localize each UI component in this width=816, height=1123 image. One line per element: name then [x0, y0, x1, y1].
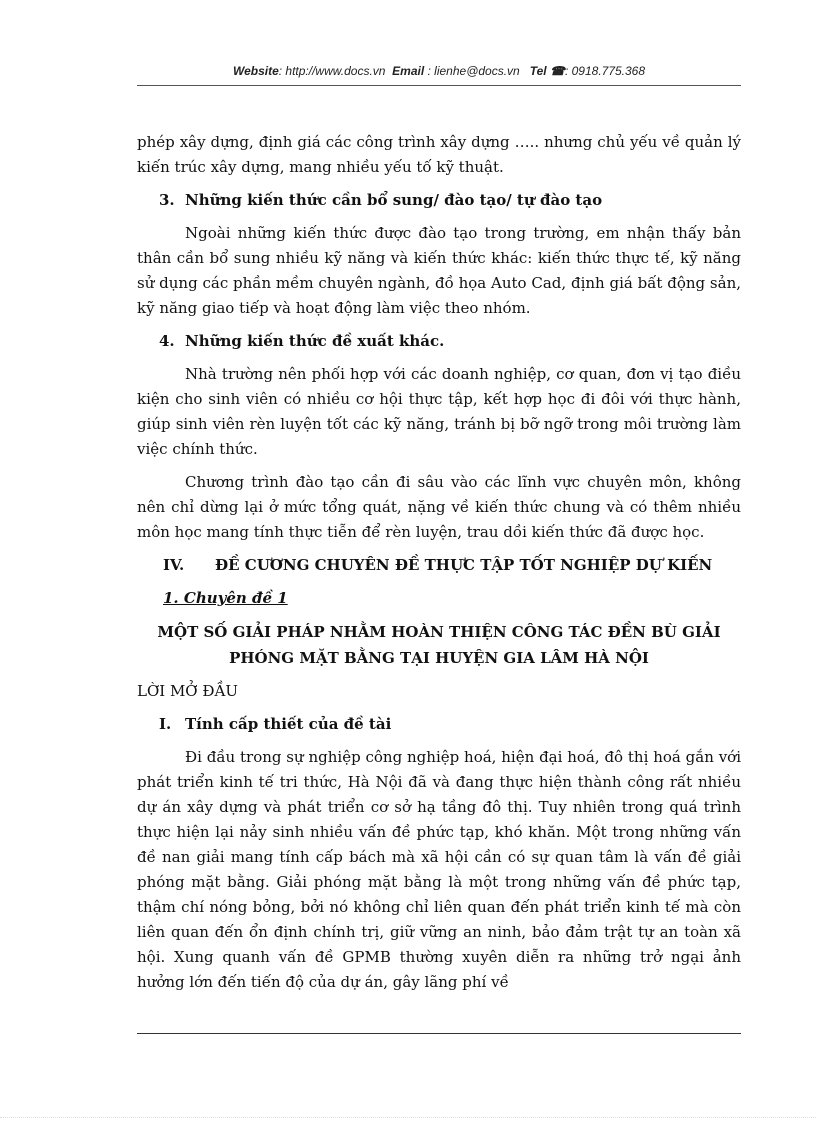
heading-text: ĐỀ CƯƠNG CHUYÊN ĐỀ THỰC TẬP TỐT NGHIỆP DỰ KIẾN: [215, 556, 713, 574]
heading-section-i: [137, 712, 741, 737]
paragraph-section-i: Đi đầu trong sự nghiệp công nghiệp hoá, hiện đại hoá, đô thị hoá gắn với phát triển kinh tế tri thức, Hà Nội đã và đang thực hiện thành công rất nhiều dự án xây dựng và phát triển cơ sở hạ tầng đô thị. Tuy nhiên trong quá trình thực hiện lại nảy sinh nhiều vấn đề phức tạp, khó khăn. Một trong những vấn đề nan giải mang tính cấp bách mà xã hội cần có sự quan tâm là vấn đề giải phóng mặt bằng. Giải phóng mặt bằng là một trong những vấn đề phức tạp, thậm chí nóng bỏng, bởi nó không chỉ liên quan đến phát triển kinh tế mà còn liên quan đến ổn định chính trị, giữ vững an ninh, bảo đảm trật tự an toàn xã hội. Xung quanh vấn đề GPMB thường xuyên diễn ra những trở ngại ảnh hưởng lớn đến tiến độ của dự án, gây lãng phí về: [137, 748, 741, 991]
heading-section-iv: [137, 553, 741, 578]
heading-number: 3.: [159, 191, 175, 209]
heading-number: 4.: [159, 332, 175, 350]
footer-rule: [137, 1033, 741, 1034]
paragraph-section-4-a: Nhà trường nên phối hợp với các doanh nghiệp, cơ quan, đơn vị tạo điều kiện cho sinh viên có nhiều cơ hội thực tập, kết hợp học đi đôi với thực hành, giúp sinh viên rèn luyện tốt các kỹ năng, tránh bị bỡ ngỡ trong môi trường làm việc chính thức.: [137, 365, 741, 458]
website-value: : http://www.docs.vn: [278, 64, 386, 78]
topic-title: [137, 619, 741, 671]
tel-value: : 0918.775.368: [564, 64, 646, 78]
phone-icon: ☎: [550, 64, 565, 78]
page-content: [137, 130, 741, 1003]
paragraph-section-4-b: Chương trình đào tạo cần đi sâu vào các lĩnh vực chuyên môn, không nên chỉ dừng lại ở mức tổng quát, nặng về kiến thức chung và có thêm nhiều môn học mang tính thực tiễn để rèn luyện, trau dồi kiến thức đã được học.: [137, 473, 741, 541]
heading-number: I.: [159, 715, 172, 733]
heading-section-4: [137, 329, 741, 354]
email-value: : lienhe@docs.vn: [427, 64, 520, 78]
heading-number: IV.: [163, 556, 185, 574]
website-label: Website: [232, 64, 279, 78]
header-rule: [137, 85, 741, 86]
email-label: Email: [392, 64, 425, 78]
topic-title-line-2: PHÓNG MẶT BẰNG TẠI HUYỆN GIA LÂM HÀ NỘI: [229, 649, 649, 667]
subheading-topic-1: 1. Chuyên đề 1: [163, 589, 288, 607]
preface-heading: LỜI MỞ ĐẦU: [137, 682, 238, 700]
heading-text: Những kiến thức cần bổ sung/ đào tạo/ tự đào tạo: [185, 191, 603, 209]
paragraph-intro: phép xây dựng, định giá các công trình xây dựng ….. nhưng chủ yếu về quản lý kiến trúc xây dựng, mang nhiều yếu tố kỹ thuật.: [137, 133, 741, 176]
heading-section-3: [137, 188, 741, 213]
heading-text: Tính cấp thiết của đề tài: [185, 715, 392, 733]
page-header: [137, 64, 741, 78]
page-bottom-edge: [0, 1117, 816, 1118]
topic-title-line-1: MỘT SỐ GIẢI PHÁP NHẰM HOÀN THIỆN CÔNG TÁC ĐỀN BÙ GIẢI: [157, 623, 721, 641]
paragraph-section-3: Ngoài những kiến thức được đào tạo trong trường, em nhận thấy bản thân cần bổ sung nhiều kỹ năng và kiến thức khác: kiến thức thực tế, kỹ năng sử dụng các phần mềm chuyên ngành, đồ họa Auto Cad, định giá bất động sản, kỹ năng giao tiếp và hoạt động làm việc theo nhóm.: [137, 224, 741, 317]
tel-label: Tel: [529, 64, 547, 78]
heading-text: Những kiến thức đề xuất khác.: [185, 332, 445, 350]
